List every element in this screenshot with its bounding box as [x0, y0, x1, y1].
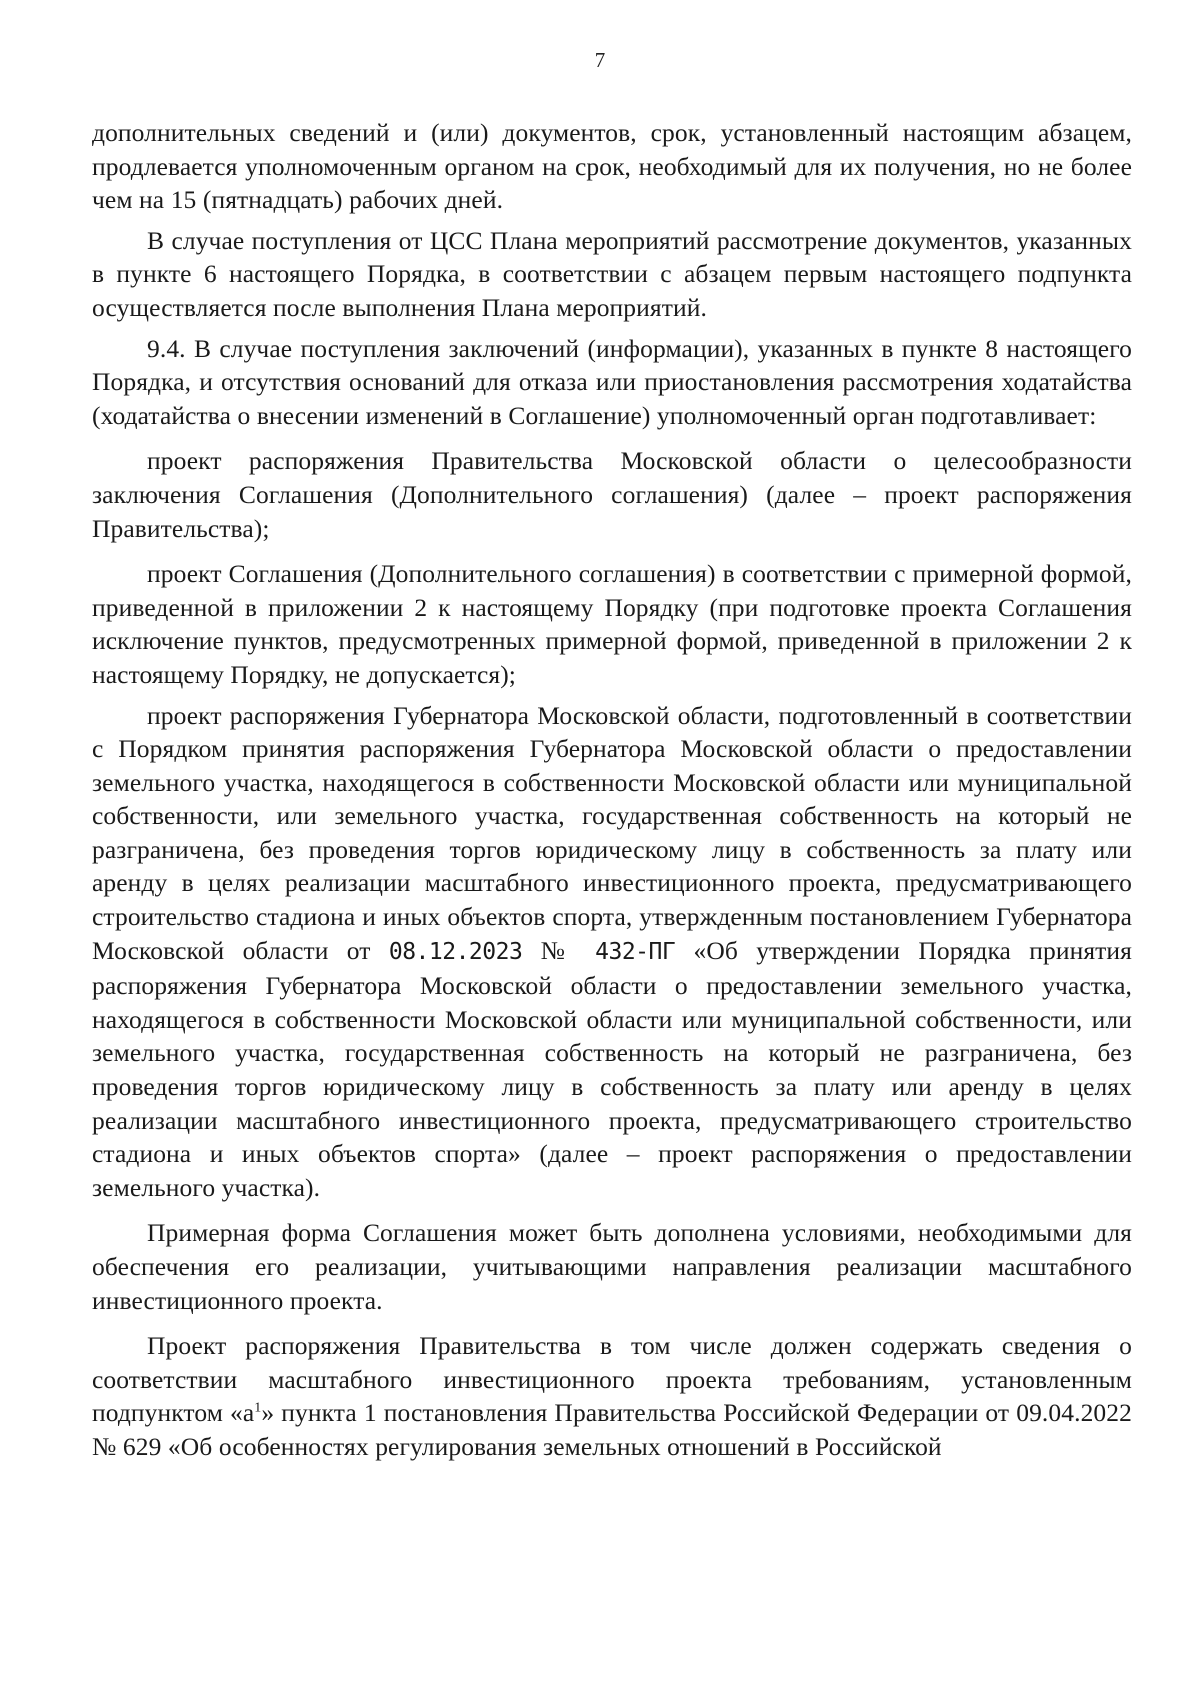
order-content-text-end: » пункта 1 постановления Правительства Российской Федерации от 09.04.2022 № 629 «Об особенностях регулирования земельных отношений в Российской [92, 1398, 1132, 1461]
paragraph-action-plan: В случае поступления от ЦСС Плана мероприятий рассмотрение документов, указанных в пункте 6 настоящего Порядка, в соответствии с абзацем первым настоящего подпункта осуществляется после выполнения Плана мероприятий. [92, 225, 1132, 322]
number-sign: № [522, 935, 596, 965]
governor-order-title: «Об утверждении Порядка принятия распоряжения Губернатора Московской области о предоставлении земельного участка, находящегося в собственности Московской области или муниципальной собственности, или земельного участка, государственная собственность на который не разграничена, без проведения торгов юридическому лицу в собственность за плату или аренду в целях реализации масштабного инвестиционного проекта, предусматривающего строительство стадиона и иных объектов спорта» (далее – проект распоряжения о предоставлении земельного участка). [92, 935, 1132, 1202]
paragraph-draft-agreement: проект Соглашения (Дополнительного соглашения) в соответствии с примерной формой, приведенной в приложении 2 к настоящему Порядку (при подготовке проекта Соглашения исключение пунктов, предусмотренных примерной формой, приведенной в приложении 2 к настоящему Порядку, не допускается); [92, 559, 1132, 689]
superscript-index: 1 [254, 1400, 262, 1416]
paragraph-draft-government-order: проект распоряжения Правительства Московской области о целесообразности заключения Соглашения (Дополнительного соглашения) (далее – проект распоряжения Правительства); [92, 446, 1132, 543]
resolution-number: 432-ПГ [595, 938, 676, 965]
paragraph-9-4: 9.4. В случае поступления заключений (информации), указанных в пункте 8 настоящего Порядка, и отсутствия оснований для отказа или приостановления рассмотрения ходатайства (ходатайства о внесении изменений в Соглашение) уполномоченный орган подготавливает: [92, 333, 1132, 430]
governor-order-text: проект распоряжения Губернатора Московской области, подготовленный в соответствии с Порядком принятия распоряжения Губернатора Московской области о предоставлении земельного участка, находящегося в собственности Московской области или муниципальной собственности, или земельного участка, государственная собственность на который не разграничена, без проведения торгов юридическому лицу в собственность за плату или аренду в целях реализации масштабного инвестиционного проекта, предусматривающего строительство стадиона и иных объектов спорта, утвержденным постановлением Губернатора Московской области от [92, 700, 1132, 965]
paragraph-continuation: дополнительных сведений и (или) документов, срок, установленный настоящим абзацем, продлевается уполномоченным органом на срок, необходимый для их получения, но не более чем на 15 (пятнадцать) рабочих дней. [92, 118, 1132, 215]
page-number: 7 [594, 48, 606, 72]
paragraph-draft-governor-order [92, 699, 1132, 1205]
document-body [92, 116, 1132, 1464]
paragraph-government-order-content [92, 1329, 1132, 1463]
resolution-date: 08.12.2023 [388, 938, 523, 965]
order-content-text: Проект распоряжения Правительства в том числе должен содержать сведения о соответствии масштабного инвестиционного проекта требованиям, установленным подпунктом «а [92, 1331, 1132, 1428]
paragraph-sample-form: Примерная форма Соглашения может быть дополнена условиями, необходимыми для обеспечения его реализации, учитывающими направления реализации масштабного инвестиционного проекта. [92, 1218, 1132, 1315]
